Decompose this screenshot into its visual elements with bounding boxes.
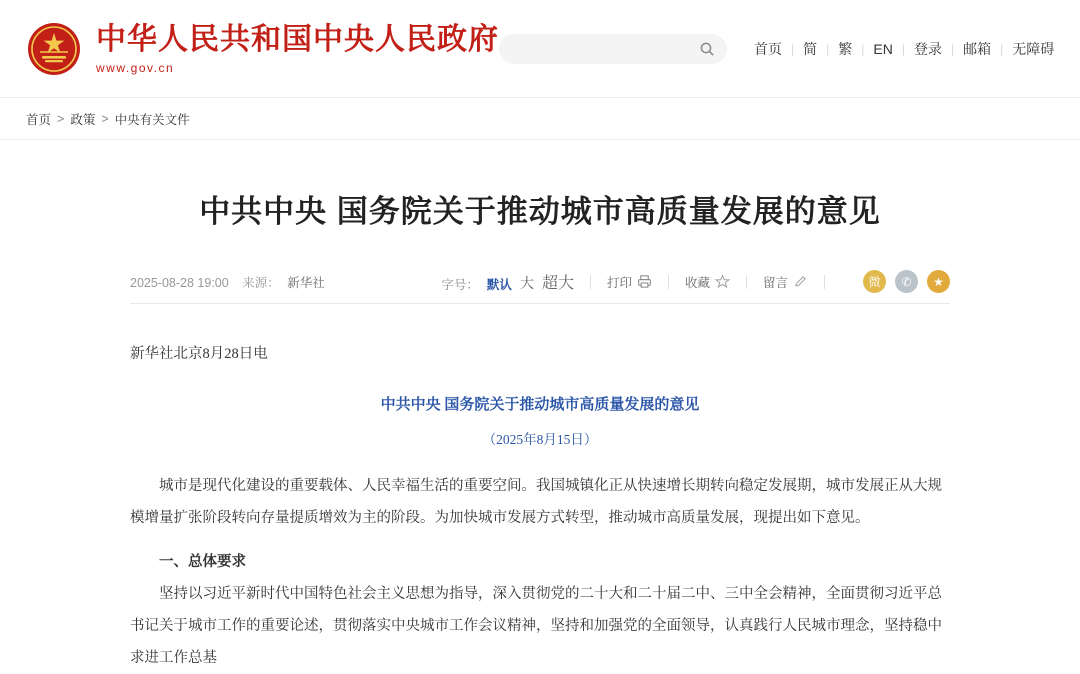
star-circle-icon[interactable]: ★ xyxy=(927,270,950,293)
printer-icon xyxy=(637,274,652,289)
site-header xyxy=(0,0,1080,98)
nav-separator: | xyxy=(950,41,955,56)
search-box[interactable] xyxy=(499,34,727,64)
breadcrumb xyxy=(0,98,1080,140)
nav-separator: | xyxy=(1000,41,1004,56)
comment-label: 留言 xyxy=(762,275,788,290)
favorite-button[interactable] xyxy=(685,273,730,291)
article-meta-tools xyxy=(441,270,950,293)
breadcrumb-item-policy[interactable]: 政策 xyxy=(70,112,96,127)
source-label: 来源： xyxy=(242,275,280,290)
breadcrumb-item-home[interactable]: 首页 xyxy=(26,112,52,127)
fontsize-option-default[interactable]: 默认 xyxy=(486,278,512,292)
nav-item-login[interactable]: 登录 xyxy=(913,40,942,57)
article-meta xyxy=(130,266,950,304)
nav-item-traditional[interactable]: 繁 xyxy=(838,40,853,57)
nav-separator: | xyxy=(861,41,865,56)
site-domain: www.gov.cn xyxy=(96,60,175,75)
nav-item-home[interactable]: 首页 xyxy=(754,40,782,57)
divider xyxy=(590,275,591,289)
dateline: 新华社北京8月28日电 xyxy=(130,346,268,362)
divider xyxy=(668,275,669,289)
site-brand[interactable] xyxy=(96,23,499,75)
national-emblem-icon xyxy=(26,21,82,77)
document-inner-title: 中共中央 国务院关于推动城市高质量发展的意见 xyxy=(380,397,700,413)
comment-button[interactable] xyxy=(763,273,808,291)
site-title: 中华人民共和国中央人民政府 xyxy=(96,22,499,56)
wechat-icon[interactable]: ✆ xyxy=(895,270,918,293)
weibo-icon[interactable]: 微 xyxy=(863,270,886,293)
nav-item-accessibility[interactable]: 无障碍 xyxy=(1012,40,1055,57)
nav-separator: | xyxy=(791,41,795,56)
search-input[interactable] xyxy=(511,42,691,56)
breadcrumb-separator: > xyxy=(101,111,109,126)
star-icon xyxy=(715,274,730,289)
pencil-icon xyxy=(793,274,808,289)
article-meta-left xyxy=(130,273,325,291)
header-right xyxy=(499,34,1063,64)
paragraph: 坚持以习近平新时代中国特色社会主义思想为指导，深入贯彻党的二十大和二十届二中、三中全会精神，全面贯彻习近平总书记关于城市工作的重要论述，贯彻落实中央城市工作会议精神，坚持和加强党的全面领导，认真践行人民城市理念，坚持稳中求进工作总基 xyxy=(130,586,942,666)
nav-item-english[interactable]: EN xyxy=(873,40,893,57)
divider xyxy=(746,275,747,289)
divider xyxy=(824,275,825,289)
nav-item-mail[interactable]: 邮箱 xyxy=(963,40,992,57)
search-icon[interactable] xyxy=(699,41,715,57)
nav-separator: | xyxy=(826,41,830,56)
fontsize-option-large[interactable]: 大 xyxy=(519,275,534,291)
breadcrumb-separator: > xyxy=(57,111,65,126)
header-nav xyxy=(745,39,1063,59)
breadcrumb-item-central-documents[interactable]: 中央有关文件 xyxy=(114,112,190,127)
publish-datetime: 2025-08-28 19:00 xyxy=(130,275,229,290)
page-title: 中共中央 国务院关于推动城市高质量发展的意见 xyxy=(199,194,881,229)
print-label: 打印 xyxy=(606,275,632,290)
document-inner-date: （2025年8月15日） xyxy=(482,432,598,447)
share-group xyxy=(863,270,950,293)
fontsize-label: 字号： xyxy=(441,278,479,292)
section-heading: 一、总体要求 xyxy=(159,554,246,570)
print-button[interactable] xyxy=(607,273,652,291)
nav-separator: | xyxy=(901,41,905,56)
nav-item-simplified[interactable]: 简 xyxy=(803,40,818,57)
article xyxy=(0,140,1080,674)
fontsize-control xyxy=(441,270,574,293)
article-body xyxy=(130,338,950,674)
favorite-label: 收藏 xyxy=(684,275,710,290)
fontsize-option-xlarge[interactable]: 超大 xyxy=(541,275,574,292)
source-value[interactable]: 新华社 xyxy=(287,275,325,290)
paragraph: 城市是现代化建设的重要载体、人民幸福生活的重要空间。我国城镇化正从快速增长期转向稳定发展期，城市发展正从大规模增量扩张阶段转向存量提质增效为主的阶段。为加快城市发展方式转型，推动城市高质量发展，现提出如下意见。 xyxy=(130,478,942,526)
